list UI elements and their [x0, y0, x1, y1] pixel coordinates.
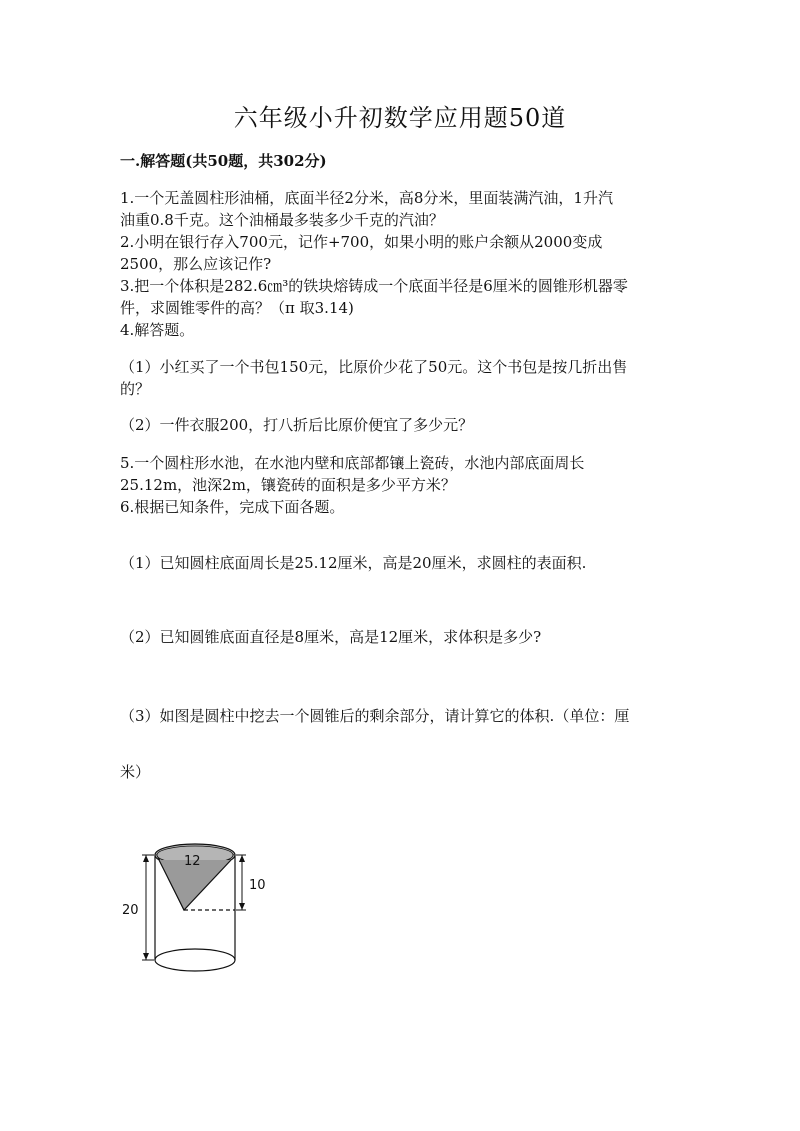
page-title: 六年级小升初数学应用题50道: [233, 104, 567, 132]
question-2-line-2: 2500，那么应该记作?: [120, 255, 272, 273]
question-3-line-2: 件，求圆锥零件的高？（π 取3.14): [120, 299, 354, 317]
question-4-part-1-line-2: 的？: [120, 380, 151, 398]
question-1-line-2: 油重0.8千克。这个油桶最多装多少千克的汽油？: [120, 211, 444, 229]
cylinder-height-label: 20: [122, 903, 139, 918]
question-4-part-2: （2）一件衣服200，打八折后比原价便宜了多少元？: [120, 416, 474, 434]
question-1-line-1: 1.一个无盖圆柱形油桶，底面半径2分米，高8分米，里面装满汽油，1升汽: [120, 189, 613, 207]
cone-height-label: 10: [249, 878, 266, 893]
question-4-heading: 4.解答题。: [120, 321, 195, 339]
section-heading: 一.解答题(共50题，共302分): [120, 152, 327, 170]
question-6-part-3-line-1: （3）如图是圆柱中挖去一个圆锥后的剩余部分，请计算它的体积.（单位：厘: [120, 707, 630, 725]
question-2-line-1: 2.小明在银行存入700元，记作+700，如果小明的账户余额从2000变成: [120, 233, 603, 251]
question-6-part-2: （2）已知圆锥底面直径是8厘米，高是12厘米，求体积是多少?: [120, 628, 542, 646]
question-3-line-1: 3.把一个体积是282.6㎝³的铁块熔铸成一个底面半径是6厘米的圆锥形机器零: [120, 277, 628, 295]
question-5-line-1: 5.一个圆柱形水池，在水池内壁和底部都镶上瓷砖，水池内部底面周长: [120, 454, 585, 472]
diameter-label: 12: [184, 854, 201, 869]
cylinder-bottom-ellipse: [155, 949, 235, 971]
question-5-line-2: 25.12m，池深2m，镶瓷砖的面积是多少平方米？: [120, 476, 456, 494]
cylinder-cone-figure: [118, 838, 288, 978]
question-6-heading: 6.根据已知条件，完成下面各题。: [120, 498, 345, 516]
question-4-part-1-line-1: （1）小红买了一个书包150元，比原价少花了50元。这个书包是按几折出售: [120, 358, 628, 376]
question-6-part-3-line-2: 米）: [120, 763, 151, 781]
question-6-part-1: （1）已知圆柱底面周长是25.12厘米，高是20厘米，求圆柱的表面积.: [120, 554, 587, 572]
